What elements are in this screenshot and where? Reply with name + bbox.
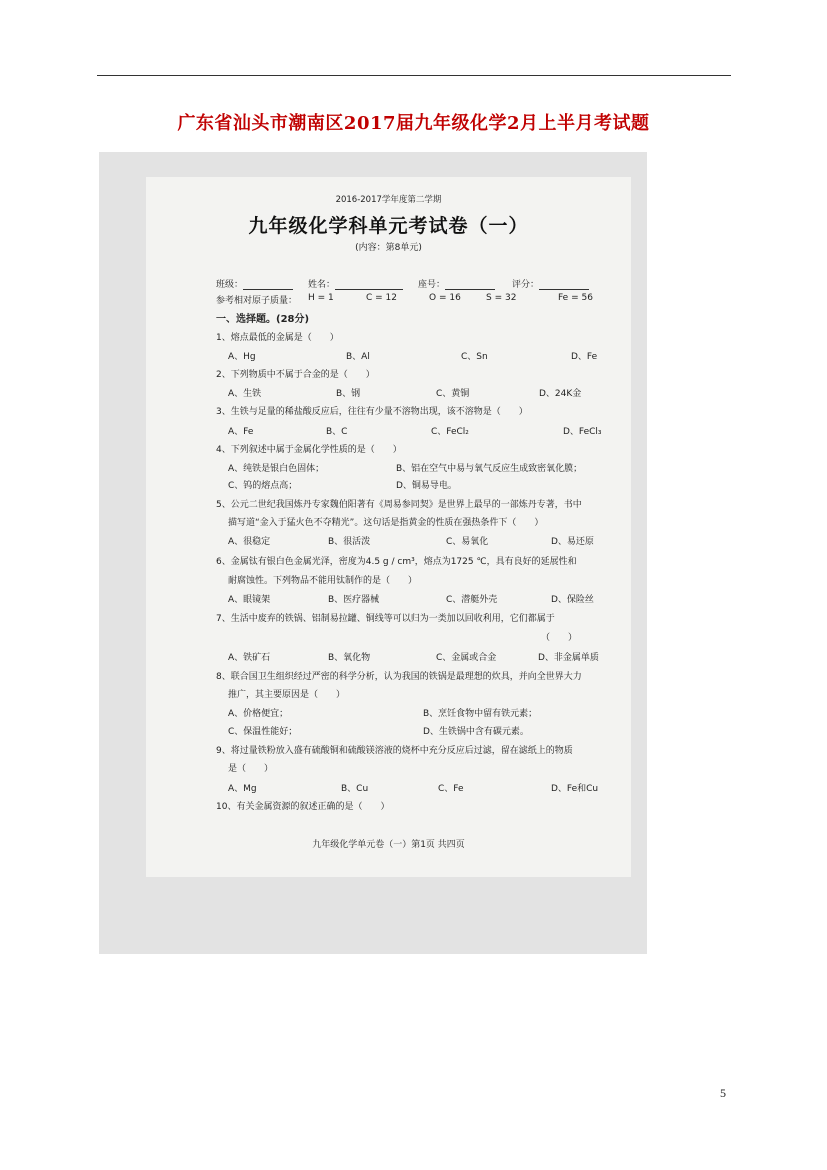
- question-stem: 1、熔点最低的金属是（ ）: [216, 333, 339, 343]
- term-label: 2016-2017学年度第二学期: [335, 195, 442, 205]
- option-b: B、烹饪食物中留有铁元素；: [423, 709, 538, 719]
- option-c: C、易氧化: [446, 537, 489, 547]
- option-d: D、铜易导电。: [396, 481, 457, 491]
- option-a: A、纯铁是银白色固体；: [228, 464, 325, 474]
- name-label: 姓名：: [308, 280, 336, 290]
- question-stem: 3、生铁与足量的稀盐酸反应后，往往有少量不溶物出现，该不溶物是（ ）: [216, 407, 528, 417]
- question-stem-continued: 描写道“金入于猛火色不夺精光”。这句话是指黄金的性质在强热条件下（ ）: [228, 518, 544, 528]
- question-stem: 10、有关金属资源的叙述正确的是（ ）: [216, 802, 390, 812]
- question-stem-continued: 耐腐蚀性。下列物品不能用钛制作的是（ ）: [228, 576, 418, 586]
- option-a: A、很稳定: [228, 537, 271, 547]
- question-stem-continued: （ ）: [541, 633, 578, 643]
- atomic-mass-fe: Fe = 56: [558, 293, 593, 303]
- option-a: A、价格便宜；: [228, 709, 289, 719]
- question-stem: 6、金属钛有银白色金属光泽，密度为4.5 g / cm³，熔点为1725 ℃，具有良好的延展性和: [216, 557, 577, 567]
- option-c: C、钨的熔点高；: [228, 481, 298, 491]
- question-stem: 4、下列叙述中属于金属化学性质的是（ ）: [216, 445, 402, 455]
- seat-blank: [445, 280, 495, 290]
- question-stem-continued: 是（ ）: [228, 764, 274, 774]
- exam-title: 九年级化学科单元考试卷（一）: [248, 215, 529, 237]
- option-d: D、生铁锅中含有碳元素。: [423, 727, 529, 737]
- document-title: 广东省汕头市潮南区2017届九年级化学2月上半月考试题: [177, 113, 650, 134]
- option-b: B、氧化物: [328, 653, 371, 663]
- question-stem: 7、生活中废弃的铁锅、铝制易拉罐、铜线等可以归为一类加以回收利用，它们都属于: [216, 614, 555, 624]
- score-field: [512, 277, 589, 290]
- option-c: C、潜艇外壳: [446, 595, 498, 605]
- page-number: 5: [720, 1086, 726, 1100]
- option-c: C、FeCl₂: [431, 427, 469, 437]
- option-b: B、Cu: [341, 784, 369, 794]
- question-stem: 8、联合国卫生组织经过严密的科学分析，认为我国的铁锅是最理想的炊具，并向全世界大力: [216, 672, 582, 682]
- option-d: D、易还原: [551, 537, 594, 547]
- option-a: A、Mg: [228, 784, 257, 794]
- atomic-mass-label: 参考相对原子质量：: [216, 296, 298, 306]
- option-b: B、医疗器械: [328, 595, 380, 605]
- option-c: C、保温性能好；: [228, 727, 298, 737]
- question-stem: 9、将过量铁粉放入盛有硫酸铜和硫酸镁溶液的烧杯中充分反应后过滤，留在滤纸上的物质: [216, 746, 573, 756]
- option-c: C、金属或合金: [436, 653, 497, 663]
- name-field: [308, 277, 403, 290]
- option-d: D、Fe和Cu: [551, 784, 599, 794]
- header-rule: [97, 75, 731, 76]
- option-a: A、生铁: [228, 389, 262, 399]
- option-a: A、铁矿石: [228, 653, 271, 663]
- score-label: 评分：: [512, 280, 540, 290]
- option-d: D、Fe: [571, 352, 598, 362]
- option-d: D、非金属单质: [538, 653, 599, 663]
- option-b: B、C: [326, 427, 348, 437]
- atomic-mass-s: S = 32: [486, 293, 517, 303]
- exam-paper: [146, 177, 631, 877]
- option-b: B、铝在空气中易与氧气反应生成致密氧化膜；: [396, 464, 583, 474]
- option-c: C、黄铜: [436, 389, 470, 399]
- seat-field: [418, 277, 495, 290]
- paper-footer: 九年级化学单元卷（一）第1页 共四页: [312, 840, 465, 850]
- class-label: 班级：: [216, 280, 244, 290]
- seat-label: 座号：: [418, 280, 446, 290]
- option-d: D、FeCl₃: [563, 427, 602, 437]
- option-b: B、Al: [346, 352, 370, 362]
- option-a: A、Hg: [228, 352, 256, 362]
- atomic-mass-h: H = 1: [308, 293, 334, 303]
- option-d: D、保险丝: [551, 595, 594, 605]
- atomic-mass-o: O = 16: [429, 293, 461, 303]
- question-stem-continued: 推广，其主要原因是（ ）: [228, 690, 346, 700]
- option-c: C、Fe: [438, 784, 464, 794]
- section-heading: 一、选择题。(28分): [216, 314, 310, 325]
- option-b: B、很活泼: [328, 537, 371, 547]
- class-field: [216, 277, 293, 290]
- class-blank: [243, 280, 293, 290]
- score-blank: [539, 280, 589, 290]
- question-stem: 2、下列物质中不属于合金的是（ ）: [216, 370, 375, 380]
- name-blank: [335, 280, 403, 290]
- question-stem: 5、公元二世纪我国炼丹专家魏伯阳著有《周易参同契》是世界上最早的一部炼丹专著，书中: [216, 500, 582, 510]
- option-a: A、眼镜架: [228, 595, 271, 605]
- option-c: C、Sn: [461, 352, 488, 362]
- option-b: B、钢: [336, 389, 361, 399]
- option-a: A、Fe: [228, 427, 254, 437]
- option-d: D、24K金: [539, 389, 582, 399]
- exam-scope: (内容：第8单元): [355, 243, 422, 253]
- atomic-mass-c: C = 12: [366, 293, 397, 303]
